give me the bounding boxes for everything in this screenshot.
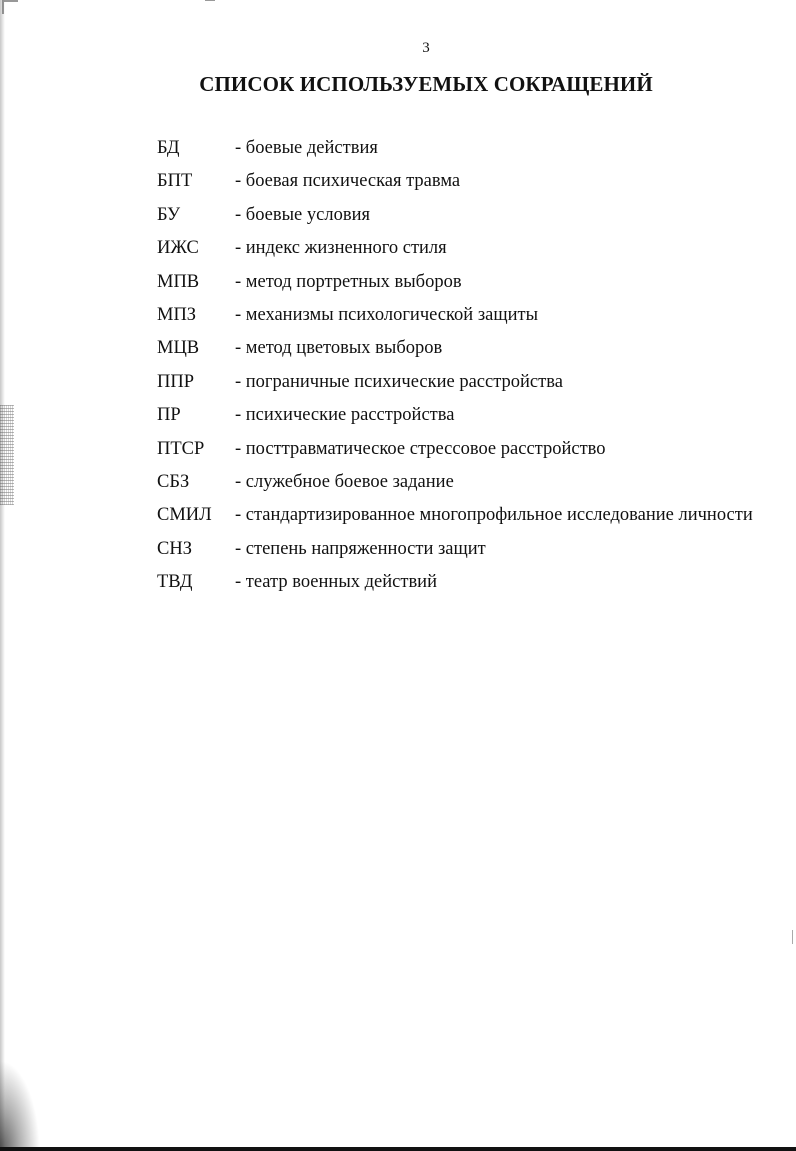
- abbreviation-term: БПТ: [157, 171, 193, 192]
- abbreviation-row: [157, 539, 777, 572]
- abbreviation-term: СБЗ: [157, 471, 190, 492]
- page-number: 3: [422, 40, 430, 56]
- abbreviation-definition: - театр военных действий: [235, 572, 437, 593]
- abbreviation-row: [157, 505, 777, 538]
- abbreviation-definition: - служебное боевое задание: [235, 471, 454, 492]
- abbreviation-row: [157, 405, 777, 438]
- abbreviation-definition: - стандартизированное многопрофильное исследование личности: [235, 505, 753, 526]
- abbreviation-row: [157, 572, 777, 605]
- abbreviation-row: [157, 205, 777, 238]
- abbreviation-term: МПЗ: [157, 304, 197, 325]
- scan-corner-shadow: [0, 1060, 40, 1151]
- abbreviation-definition: - степень напряженности защит: [235, 538, 486, 559]
- abbreviation-list: [157, 138, 777, 605]
- abbreviation-definition: - боевая психическая травма: [235, 171, 461, 192]
- abbreviation-term: ИЖС: [157, 238, 199, 259]
- abbreviation-definition: - механизмы психологической защиты: [235, 304, 539, 325]
- scan-speckle: [0, 405, 14, 505]
- abbreviation-row: [157, 472, 777, 505]
- scan-corner-mark: [2, 0, 18, 14]
- abbreviation-definition: - пограничные психические расстройства: [235, 371, 563, 392]
- abbreviation-term: СНЗ: [157, 538, 192, 559]
- abbreviation-row: [157, 338, 777, 371]
- abbreviation-term: МПВ: [157, 271, 200, 292]
- abbreviation-row: [157, 439, 777, 472]
- abbreviation-term: ПТСР: [157, 438, 205, 459]
- scan-dash-mark: [205, 0, 215, 1]
- abbreviation-definition: - метод цветовых выборов: [235, 338, 443, 359]
- abbreviation-row: [157, 305, 777, 338]
- abbreviation-term: ТВД: [157, 572, 193, 593]
- abbreviation-definition: - боевые действия: [235, 138, 378, 158]
- abbreviation-definition: - боевые условия: [235, 204, 370, 225]
- abbreviation-term: СМИЛ: [157, 505, 212, 526]
- scan-bottom-edge: [0, 1147, 796, 1151]
- abbreviation-row: [157, 272, 777, 305]
- abbreviation-term: БД: [157, 138, 180, 158]
- abbreviation-term: МЦВ: [157, 338, 200, 359]
- abbreviation-definition: - посттравматическое стрессовое расстройство: [235, 438, 606, 459]
- abbreviation-row: [157, 171, 777, 204]
- abbreviation-term: ПР: [157, 405, 181, 426]
- scan-edge-shadow: [0, 0, 5, 1151]
- page-title: СПИСОК ИСПОЛЬЗУЕМЫХ СОКРАЩЕНИЙ: [199, 72, 653, 96]
- abbreviation-row: [157, 372, 777, 405]
- scan-edge-tick: [792, 930, 793, 944]
- abbreviation-definition: - индекс жизненного стиля: [235, 238, 447, 259]
- abbreviation-term: ППР: [157, 371, 195, 392]
- abbreviation-row: [157, 138, 777, 171]
- abbreviation-term: БУ: [157, 204, 181, 225]
- abbreviation-definition: - психические расстройства: [235, 405, 455, 426]
- abbreviation-row: [157, 238, 777, 271]
- abbreviation-definition: - метод портретных выборов: [235, 271, 462, 292]
